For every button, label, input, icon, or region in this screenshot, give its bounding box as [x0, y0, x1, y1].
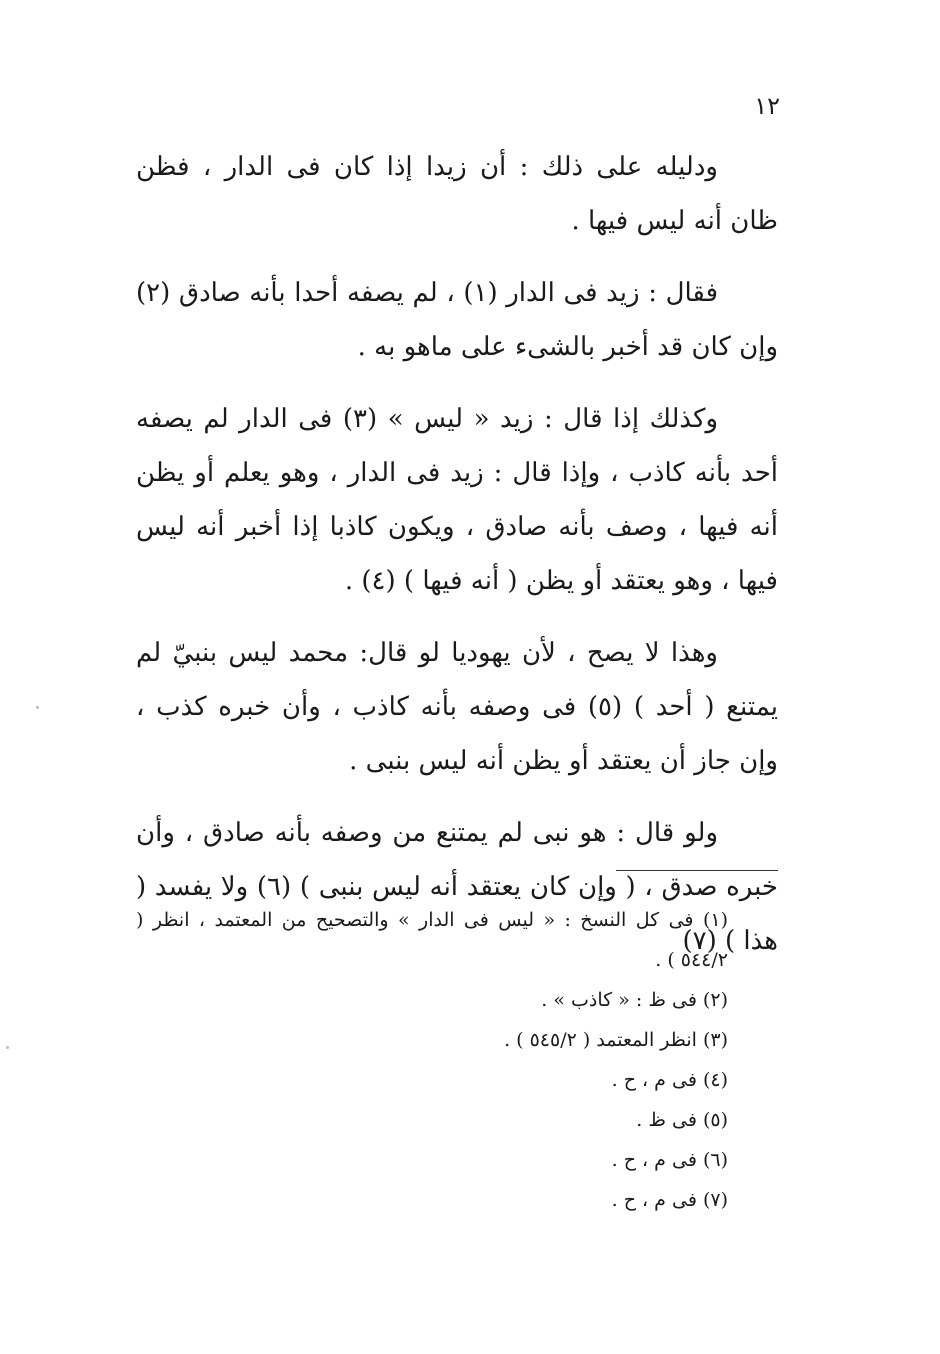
footnote-separator: [616, 870, 778, 871]
footnote: (٣) انظر المعتمد ( ٥٤٥/٢ ) .: [504, 1029, 728, 1051]
paragraph: ودليله على ذلك : أن زيدا إذا كان فى الدار ، فظن ظان أنه ليس فيها .: [136, 152, 778, 236]
paragraph: وكذلك إذا قال : زيد « ليس » (٣) فى الدار لم يصفه أحد بأنه كاذب ، وإذا قال : زيد فى الدار ، وهو يعلم أو يظن أنه فيها ، وصف بأنه صادق ، ويكون كاذبا إذا أخبر أنه ليس فيها ، وهو يعتقد أو يظن ( أنه فيها ) (٤) .: [136, 404, 778, 596]
footnote: (٤) فى م ، ح .: [611, 1069, 728, 1091]
footnote: (٥) فى ظ .: [636, 1109, 728, 1131]
footnote: (٧) فى م ، ح .: [611, 1189, 728, 1211]
footnote: (٦) فى م ، ح .: [611, 1149, 728, 1171]
main-text: [136, 140, 778, 986]
paragraph: وهذا لا يصح ، لأن يهوديا لو قال: محمد ليس بنبيّ لم يمتنع ( أحد ) (٥) فى وصفه بأنه كاذب ، وأن خبره كذب ، وإن جاز أن يعتقد أو يظن أنه ليس بنبى .: [136, 638, 778, 776]
paragraph: ولو قال : هو نبى لم يمتنع من وصفه بأنه صادق ، وأن خبره صدق ، ( وإن كان يعتقد أنه ليس بنبى ) (٦) ولا يفسد ( هذا ) (٧): [136, 818, 778, 956]
footnote: (٢) فى ظ : « كاذب » .: [541, 989, 728, 1011]
footnote: (١) فى كل النسخ : « ليس فى الدار » والتصحيح من المعتمد ، انظر ( ٥٤٤/٢ ) .: [136, 909, 728, 971]
page-number: ١٢: [754, 92, 780, 120]
scan-speck: [6, 1046, 9, 1049]
footnotes: [136, 900, 778, 1220]
scan-speck: [36, 706, 39, 709]
paragraph: فقال : زيد فى الدار (١) ، لم يصفه أحدا بأنه صادق (٢) وإن كان قد أخبر بالشىء على ماهو به .: [136, 278, 778, 362]
